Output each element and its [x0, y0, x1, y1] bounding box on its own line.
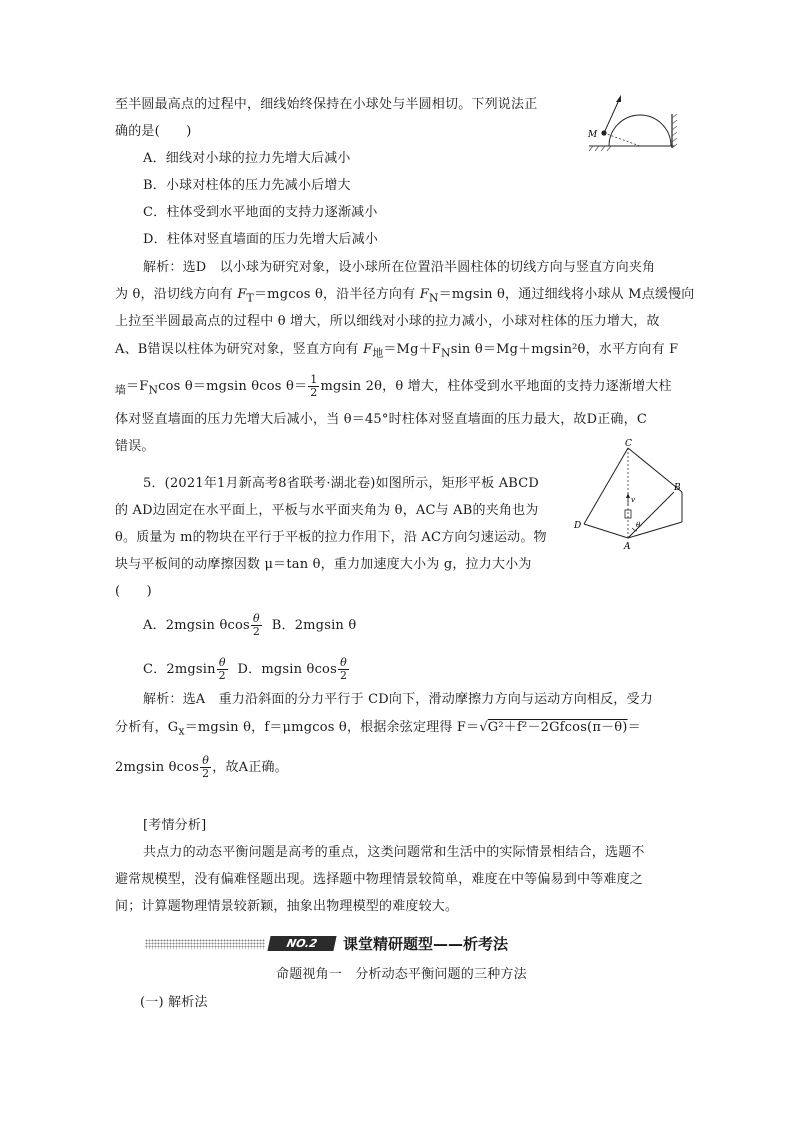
question-5-line: ( ) — [115, 584, 152, 599]
text-line: 至半圆最高点的过程中，细线始终保持在小球处与半圆相切。下列说法正 — [115, 97, 538, 112]
half-cylinder — [609, 115, 671, 146]
option-b: B．小球对柱体的压力先减小后增大 — [143, 178, 351, 193]
label-m: M — [588, 130, 598, 140]
analysis-line: 上拉至半圆最高点的过程中 θ 增大，所以细线对小球的拉力减小，小球对柱体的压力增大，故 — [115, 314, 660, 329]
svg-text:C: C — [625, 439, 632, 449]
svg-text:v: v — [631, 496, 635, 504]
q5-options-cd: C．2mgsin $\frac{\theta}{2}$ D．mgsin θcos $\frac{\theta}{2}$ — [143, 656, 348, 682]
banner-tag: NO.2 — [267, 936, 336, 951]
banner-title: 课堂精研题型——析考法 — [343, 935, 509, 953]
section-banner — [145, 935, 535, 953]
analysis-line: 为 θ，沿切线方向有 $F_T=mgcos$ θ，沿半径方向有 $F_N=mgsin$ θ，通过细线将小球从 M点缓慢向 — [115, 287, 695, 305]
sqrt-sign: √ — [479, 720, 488, 735]
analysis-paragraph-line: 避常规模型，没有偏难怪题出现。选择题中物理情景较简单，难度在中等偏易到中等难度之 — [115, 872, 644, 887]
svg-text:θ: θ — [636, 521, 641, 529]
fraction: $\frac{\theta}{2}$ — [339, 656, 348, 682]
half-cylinder-figure — [583, 90, 683, 160]
inclined-plate-figure — [570, 438, 685, 553]
fraction: $\frac{\theta}{2}$ — [218, 656, 226, 682]
arrow-head — [616, 95, 621, 102]
question-5-line: 块与平板间的动摩擦因数 μ＝tan θ，重力加速度大小为 g，拉力大小为 — [115, 557, 532, 572]
analysis-line: 解析：选D 以小球为研究对象，设小球所在位置沿半圆柱体的切线方向与竖直方向夹角 — [143, 260, 656, 275]
analysis-line: $_墙=F_N\cos$ θ＝mgsin θcos θ＝ $\frac{1}{2}$ mgsin 2θ，θ 增大，柱体受到水平地面的支持力逐渐增大柱 — [115, 373, 672, 399]
question-5-line: θ。质量为 m的物块在平行于平板的拉力作用下，沿 AC方向匀速运动。物 — [115, 530, 547, 545]
fraction: $\frac{\theta}{2}$ — [252, 612, 261, 638]
q5-options-ab: A．2mgsin θcos $\frac{\theta}{2}$ B．2mgsin θ — [143, 612, 357, 638]
subtitle: 命题视角一 分析动态平衡问题的三种方法 — [276, 967, 527, 982]
ball-m — [601, 130, 606, 135]
q5-analysis-line: 解析：选A 重力沿斜面的分力平行于 CD向下，滑动摩擦力方向与运动方向相反，受力 — [143, 692, 653, 707]
option-c: C．柱体受到水平地面的支持力逐渐减小 — [143, 205, 378, 220]
svg-text:B: B — [674, 483, 681, 493]
analysis-paragraph-line: 间；计算题物理情景较新颖，抽象出物理模型的难度较大。 — [115, 899, 459, 914]
svg-text:A: A — [624, 542, 631, 552]
banner-dots — [145, 939, 265, 949]
question-5-line: 5．(2021年1月新高考8省联考·湖北卷)如图所示，矩形平板 ABCD — [143, 476, 540, 491]
q5-analysis-line: 分析有，$G_x=mgsin$ θ，f＝μmgcos θ，根据余弦定理得 F＝√G²＋f²－2Gfcos(π－θ)＝ — [115, 720, 641, 738]
option-d: D．柱体对竖直墙面的压力先增大后减小 — [143, 232, 379, 247]
analysis-paragraph-line: 共点力的动态平衡问题是高考的重点，这类问题常和生活中的实际情景相结合，选题不 — [143, 845, 645, 860]
text-line: 确的是( ) — [115, 124, 192, 139]
method-heading: (一) 解析法 — [140, 995, 208, 1010]
fraction: $\frac{\theta}{2}$ — [202, 754, 210, 780]
svg-text:D: D — [574, 521, 582, 531]
thread-line — [604, 100, 619, 133]
question-5-line: 的 AD边固定在水平面上，平板与水平面夹角为 θ，AC与 AB的夹角也为 — [115, 503, 539, 518]
analysis-line: 错误。 — [115, 439, 155, 454]
q5-analysis-line: 2mgsin θcos $\frac{\theta}{2}$ ，故A正确。 — [115, 754, 288, 780]
option-a: A．细线对小球的拉力先增大后减小 — [143, 151, 351, 166]
analysis-heading: [考情分析] — [143, 818, 207, 833]
fraction: $\frac{1}{2}$ — [310, 373, 318, 399]
analysis-line: 体对竖直墙面的压力先增大后减小，当 θ＝45°时柱体对竖直墙面的压力最大，故D正确，C — [115, 412, 647, 427]
analysis-line: A、B错误以柱体为研究对象，竖直方向有 $F_地=Mg+F_N\sin$ θ＝Mg＋mgsin²θ，水平方向有 F — [115, 342, 679, 360]
